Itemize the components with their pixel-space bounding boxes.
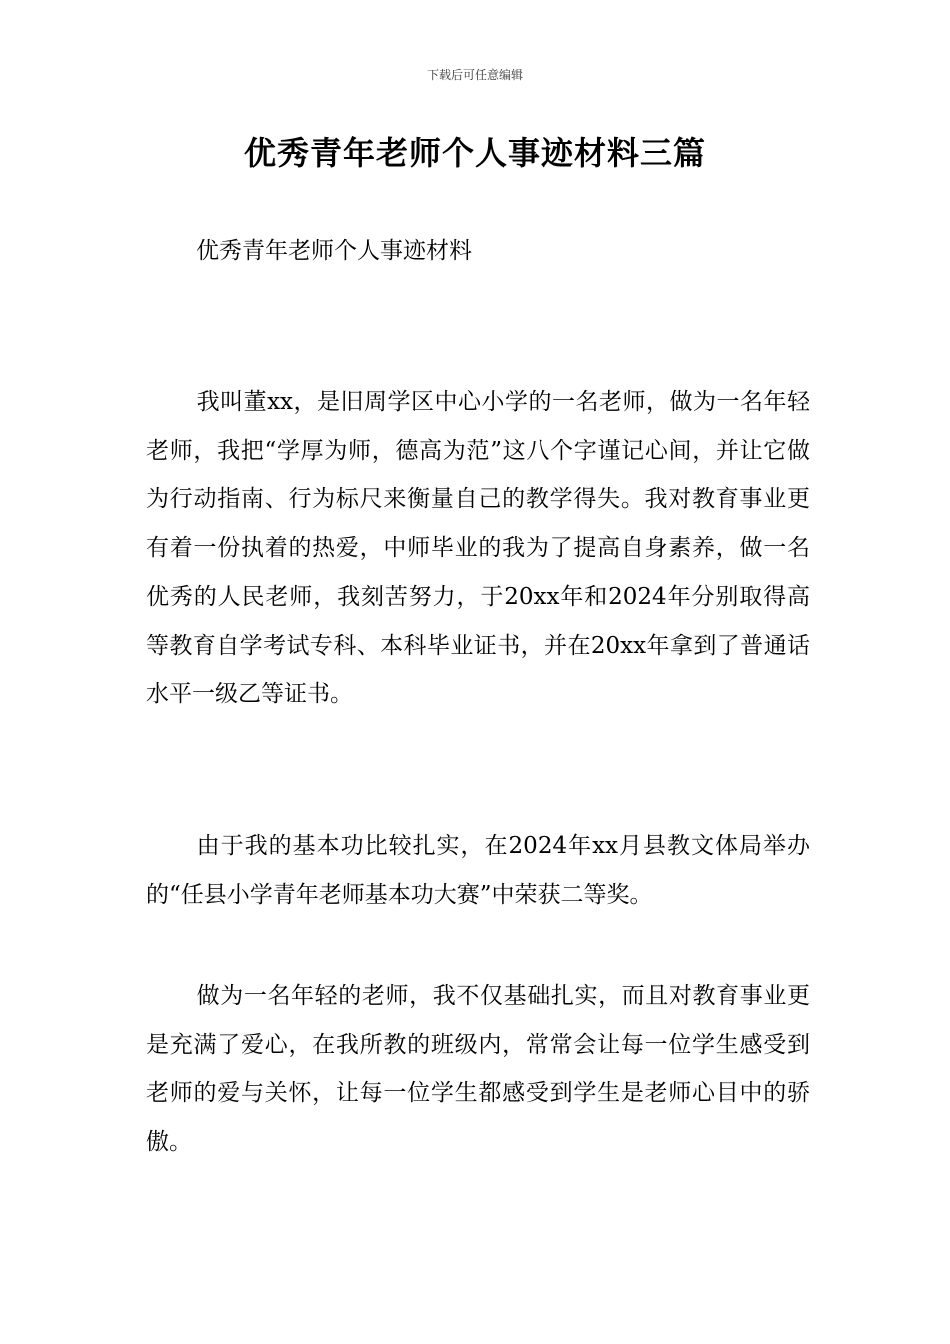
paragraph-2: 由于我的基本功比较扎实，在2024年xx月县教文体局举办的“任县小学青年老师基本功大赛”中荣获二等奖。 xyxy=(146,833,810,908)
document-title: 优秀青年老师个人事迹材料三篇 xyxy=(243,134,706,172)
paragraph-1: 我叫董xx，是旧周学区中心小学的一名老师，做为一名年轻老师，我把“学厚为师，德高为范”这八个字谨记心间，并让它做为行动指南、行为标尺来衡量自己的教学得失。我对教育事业更有着一份执着的热爱，中师毕业的我为了提高自身素养，做一名优秀的人民老师，我刻苦努力，于20xx年和2024年分别取得高等教育自学考试专科、本科毕业证书，并在20xx年拿到了普通话水平一级乙等证书。 xyxy=(146,389,810,708)
paragraph-3: 做为一名年轻的老师，我不仅基础扎实，而且对教育事业更是充满了爱心，在我所教的班级内，常常会让每一位学生感受到老师的爱与关怀，让每一位学生都感受到学生是老师心目中的骄傲。 xyxy=(146,983,810,1156)
document-subtitle: 优秀青年老师个人事迹材料 xyxy=(196,238,472,264)
header-note: 下载后可任意编辑 xyxy=(426,68,523,82)
